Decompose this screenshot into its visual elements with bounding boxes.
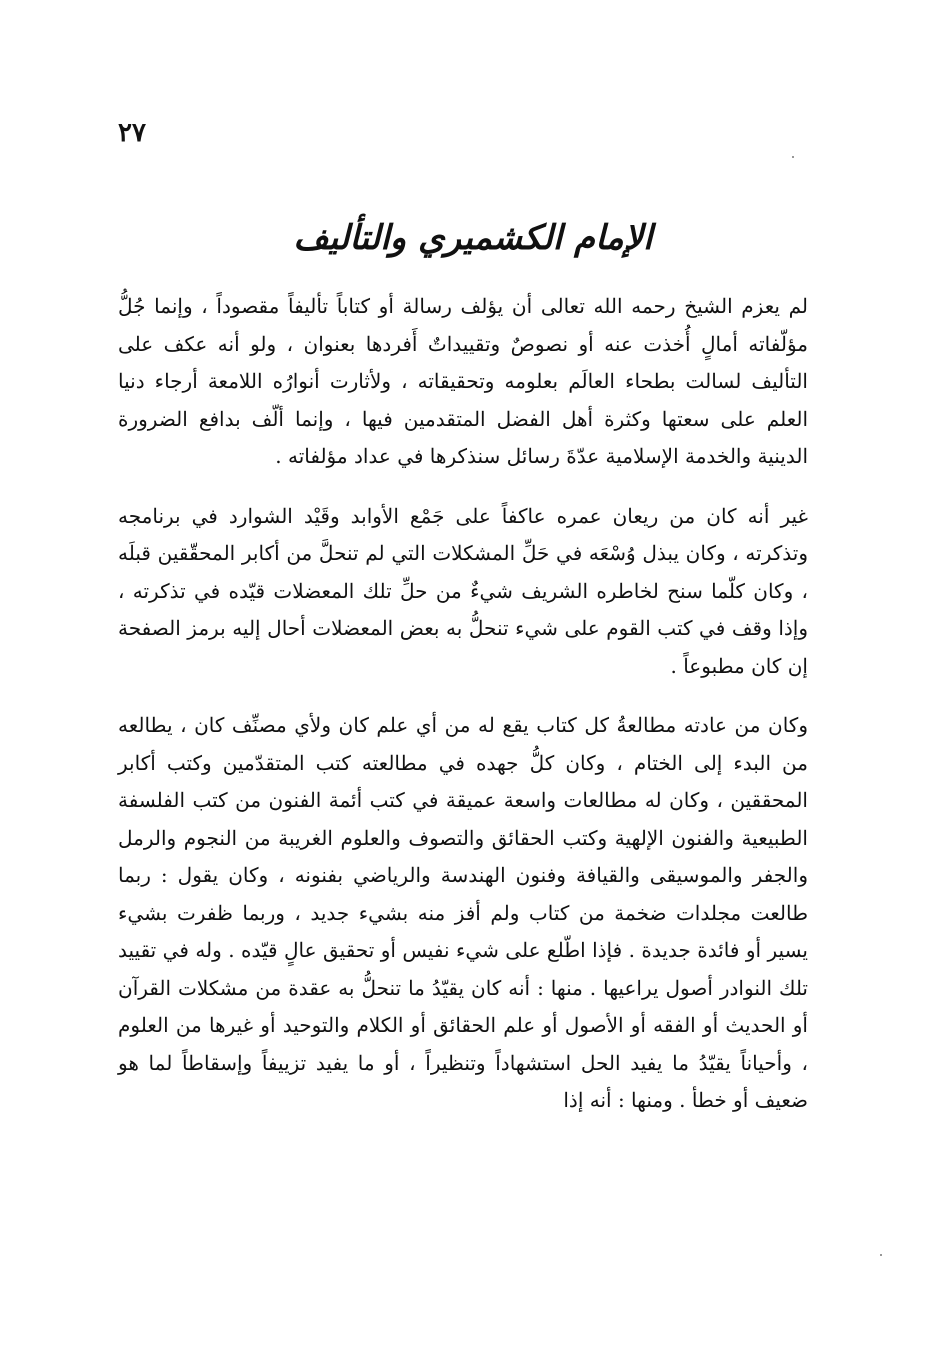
page-number: ٢٧: [118, 118, 146, 148]
paragraph: لم يعزم الشيخ رحمه الله تعالى أن يؤلف رسالة أو كتاباً تأليفاً مقصوداً ، وإنما جُلُّ مؤلّفاته أمالٍ أُخذت عنه أو نصوصٌ وتقييداتٌ أَفردها بعنوان ، ولو أنه عكف على التأليف لسالت بطحاء العالَم بعلومه وتحقيقاته ، ولأثارت أنوارُه اللامعة أرجاء دنيا العلم على سعتها وكثرة أهل الفضل المتقدمين فيها ، وإنما ألّف بدافع الضرورة الدينية والخدمة الإسلامية عدّةَ رسائل سنذكرها في عداد مؤلفاته .: [118, 294, 808, 468]
body-text: [118, 288, 808, 1120]
chapter-title: الإمام الكشميري والتأليف: [293, 218, 653, 258]
scan-speck: [880, 1254, 882, 1256]
paragraph: غير أنه كان من ريعان عمره عاكفاً على جَمْع الأوابد وقَيْد الشوارد في برنامجه وتذكرته ، وكان يبذل وُسْعَه في حَلِّ المشكلات التي لم تنحلَّ من أكابر المحقّقين قبلَه ، وكان كلّما سنح لخاطره الشريف شيءٌ من حلِّ تلك المعضلات قيّده في تذكرته ، وإذا وقف في كتب القوم على شيء تنحلُّ به بعض المعضلات أحال إليه برمز الصفحة إن كان مطبوعاً .: [118, 503, 808, 678]
paragraph: وكان من عادته مطالعةُ كل كتاب يقع له من أي علم كان ولأي مصنِّف كان ، يطالعه من البدء إلى الختام ، وكان كلُّ جهده في مطالعته كتب المتقدّمين وكتب أكابر المحققين ، وكان له مطالعات واسعة عميقة في كتب أئمة الفنون من كتب الفلسفة الطبيعية والفنون الإلهية وكتب الحقائق والتصوف والعلوم الغريبة من النجوم والرمل والجفر والموسيقى والقيافة وفنون الهندسة والرياضي بفنونه ، وكان يقول : ربما طالعت مجلدات ضخمة من كتاب ولم أفز منه بشيء جديد ، وربما ظفرت بشيء يسير أو فائدة جديدة . فإذا اطّلع على شيء نفيس أو تحقيق عالٍ قيّده . وله في تقييد تلك النوادر أصول يراعيها . منها : أنه كان يقيّدُ ما تنحلُّ به عقدة من مشكلات القرآن أو الحديث أو الفقه أو الأصول أو علم الحقائق أو الكلام والتوحيد أو غيرها من العلوم ، وأحياناً يقيّدُ ما يفيد الحل استشهاداً وتنظيراً ، أو ما يفيد تزييفاً وإسقاطاً لما هو ضعيف أو خطأ . ومنها : أنه إذا: [118, 713, 808, 1112]
scan-speck: [792, 156, 794, 158]
